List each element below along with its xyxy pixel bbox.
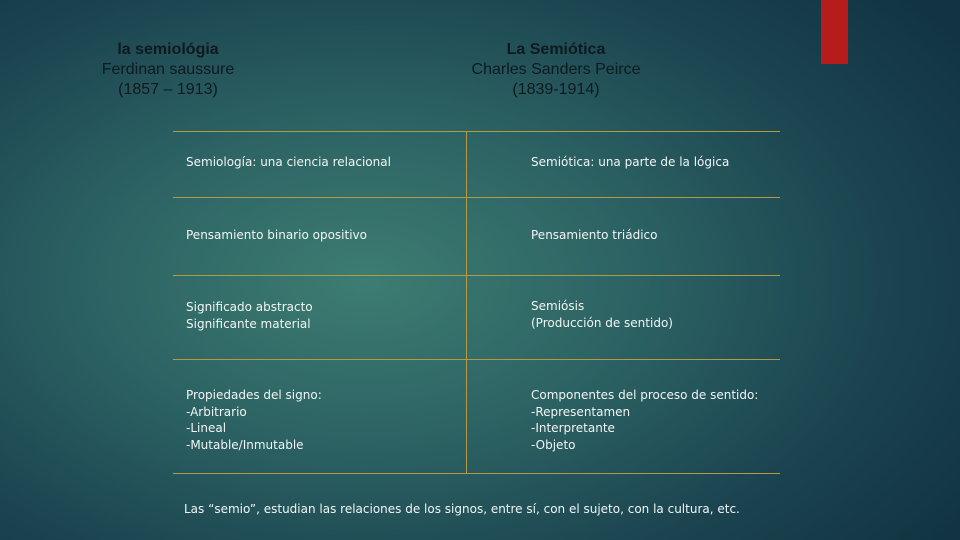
table-rule [173,473,780,474]
footer-note: Las “semio”, estudian las relaciones de los signos, entre sí, con el sujeto, con la cultura, etc. [184,502,740,516]
table-cell-right: Pensamiento triádico [531,228,658,242]
heading-left-title: la semiológia [117,41,219,58]
table-rule [173,359,780,360]
table-column-divider [466,131,467,473]
table-rule [173,275,780,276]
heading-left-years: (1857 – 1913) [118,81,218,98]
heading-right-title: La Semiótica [506,41,606,58]
heading-semiologia [78,40,258,100]
heading-semiotica [446,40,666,100]
table-cell-left: Significado abstracto Significante material [186,300,313,331]
table-cell-left: Pensamiento binario opositivo [186,228,367,242]
accent-bar [821,0,848,64]
table-cell-right: Semiótica: una parte de la lógica [531,155,730,169]
table-rule [173,197,780,198]
heading-left-name: Ferdinan saussure [101,61,235,78]
table-cell-left: Semiología: una ciencia relacional [186,155,391,169]
table-cell-left: Propiedades del signo: -Arbitrario -Lineal -Mutable/Inmutable [186,388,322,452]
table-rule [173,131,780,132]
heading-right-name: Charles Sanders Peirce [471,61,641,78]
table-cell-right: Semiósis (Producción de sentido) [531,299,673,330]
heading-right-years: (1839-1914) [512,81,600,98]
table-cell-right: Componentes del proceso de sentido: -Representamen -Interpretante -Objeto [531,388,759,452]
